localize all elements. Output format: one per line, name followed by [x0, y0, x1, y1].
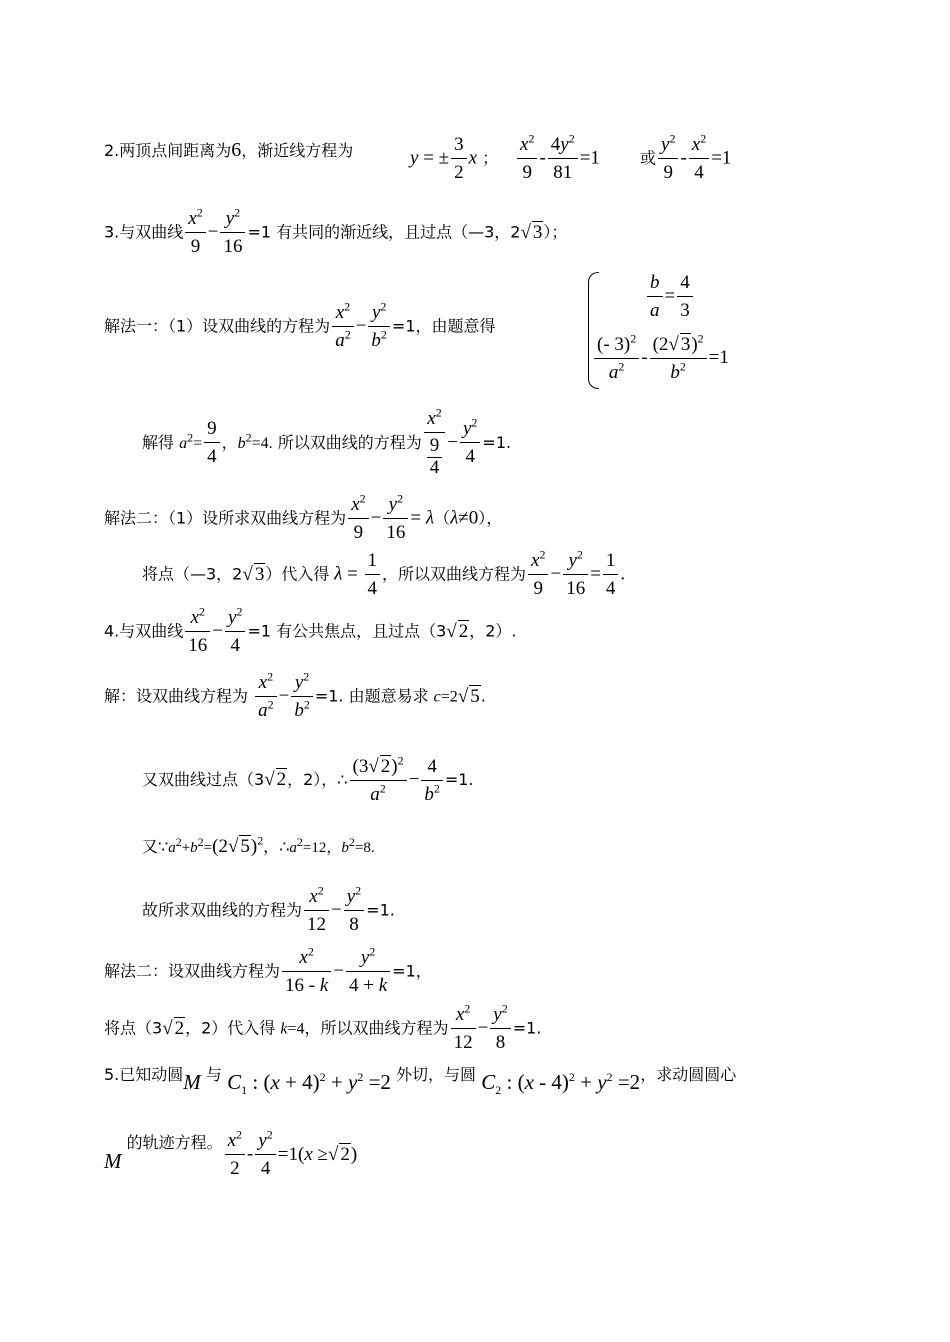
solution-1-result: 解得 $a^2=$ $\frac{9}{4}$ ，$b^2=4$. 所以双曲线的方程为 $x^2$ 9 4 − $\frac{y^2}{4}$ =1. — [142, 405, 512, 478]
problem-4-point: 又双曲线过点（3√ 2，2），∴ $\frac{(3√ 2)^2}{a^2}$ − $\frac{4}{b^2}$ =1. — [142, 753, 474, 805]
problem-5-answer: M 的轨迹方程。 $\frac{x^2}{2}$ - $\frac{y^2}{4}$ =1(x ≥√ 2) — [104, 1127, 358, 1179]
asymptote-label: ，渐近线方程为 — [241, 141, 354, 160]
system-eq-2: $\frac{(- 3)^2}{a^2}$ - $\frac{(2√ 3)^2}{b^2}$ =1 — [592, 333, 729, 384]
solution-1-line: 解法一：（1）设双曲线的方程为 $\frac{x^2}{a^2}$ − $\frac{y^2}{b^2}$ =1，由题意得 — [104, 299, 496, 351]
solution-2-line: 解法二：（1）设所求双曲线方程为 $\frac{x^2}{9}$ − $\frac{y^2}{16}$ = λ（λ≠0）， — [104, 491, 503, 543]
problem-3-line: 3.与双曲线 $\frac{x^2}{9}$ − $\frac{y^2}{16}$ =1 有共同的渐近线，且过点（—3，2√ 3）； — [104, 205, 568, 257]
problem-4-method-2: 解法二：设双曲线方程为 $\frac{x^2}{16 - k}$ − $\frac{y^2}{4 + k}$ =1， — [104, 944, 432, 996]
solution-2-substitution: 将点（—3，2√ 3）代入得 λ = $\frac{1}{4}$ ，所以双曲线方程为 $\frac{x^2}{9}$ − $\frac{y^2}{16}$ = $\frac{1}{4}$ . — [142, 547, 626, 599]
asymptote-equation: y = ± $\frac{3}{2}$ x ； — [410, 134, 499, 183]
problem-4-relation: 又$\because a^2+b^2=(2√$ 5)$^2$，$\therefore a^2=12$，$b^2=8$. — [142, 833, 375, 857]
problem-4-answer: 故所求双曲线的方程为 $\frac{x^2}{12}$ − $\frac{y^2}{8}$ =1. — [142, 883, 395, 935]
problem-4-method-2-result: 将点（3√ 2，2）代入得 k=4，所以双曲线方程为 $\frac{x^2}{12}$ − $\frac{y^2}{8}$ =1. — [104, 1001, 542, 1053]
problem-4-solution: 解：设双曲线方程为 $\frac{x^2}{a^2}$ − $\frac{y^2}{b^2}$ =1. 由题意易求 c=2√ 5. — [104, 669, 486, 721]
answer-equation-2: 或 $\frac{y^2}{9}$ - $\frac{x^2}{4}$ =1 — [640, 131, 732, 183]
problem-2-line — [104, 140, 353, 160]
problem-4-line: 4.与双曲线 $\frac{x^2}{16}$ − $\frac{y^2}{4}$ =1 有公共焦点，且过点（3√ 2，2）. — [104, 604, 517, 656]
problem-2-text: 2.两顶点间距离为 — [104, 141, 232, 160]
problem-5-line: 5.已知动圆M 与 $C_1$ : $(x + 4)^2 + y^2 =2$ 外切，与圆 $C_2$ : $(x - 4)^2 + y^2 =2$，求动圆圆心 — [104, 1065, 737, 1098]
distance-value: 6 — [231, 139, 242, 161]
system-eq-1: $\frac{b}{a}$ = $\frac{4}{3}$ — [645, 272, 695, 322]
answer-equation-1: $\frac{x^2}{9}$ - $\frac{4y^2}{81}$ =1 — [515, 134, 600, 184]
